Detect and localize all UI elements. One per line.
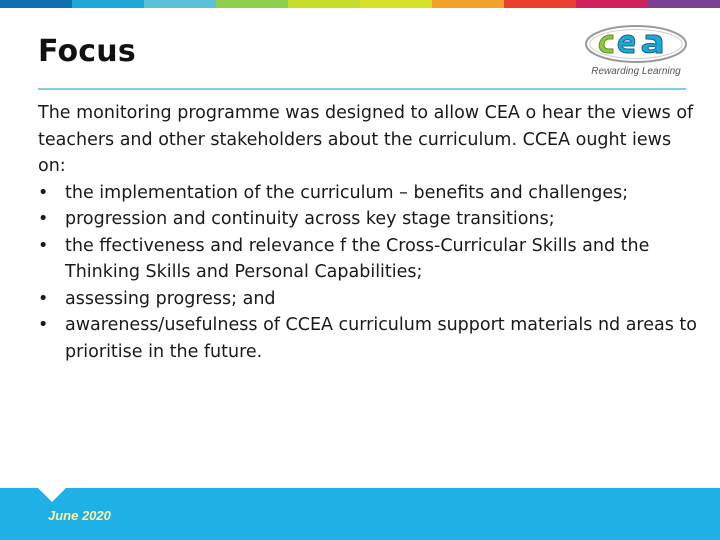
- color-segment: [432, 0, 504, 8]
- slide-body: [38, 100, 698, 365]
- list-item-text: assessing progress; and: [65, 288, 276, 309]
- bullet-icon: •: [38, 182, 49, 203]
- color-segment: [504, 0, 576, 8]
- logo-tagline: Rewarding Learning: [591, 66, 681, 77]
- cea-logo: [584, 24, 688, 80]
- list-item: [38, 286, 698, 313]
- bullet-icon: •: [38, 288, 49, 309]
- color-segment: [576, 0, 648, 8]
- focus-list: [38, 180, 698, 366]
- list-item-text: the ffectiveness and relevance f the Cross-Curricular Skills and the Thinking Skills and Personal Capabilities;: [65, 235, 650, 282]
- title-divider: [38, 88, 686, 90]
- color-segment: [288, 0, 360, 8]
- footer-date: June 2020: [48, 508, 111, 523]
- color-segment: [216, 0, 288, 8]
- slide-title: Focus: [38, 34, 136, 69]
- color-segment: [360, 0, 432, 8]
- bullet-icon: •: [38, 235, 49, 256]
- top-color-bar: [0, 0, 720, 8]
- list-item: [38, 312, 698, 365]
- color-segment: [144, 0, 216, 8]
- list-item: [38, 206, 698, 233]
- list-item-text: the implementation of the curriculum – benefits and challenges;: [65, 182, 629, 203]
- list-item: [38, 233, 698, 286]
- color-segment: [648, 0, 720, 8]
- bullet-icon: •: [38, 209, 49, 229]
- intro-paragraph: The monitoring programme was designed to allow CEA o hear the views of teachers and other stakeholders about the curriculum. CCEA ought iews on:: [38, 103, 694, 176]
- bullet-icon: •: [38, 315, 49, 335]
- list-item: [38, 180, 698, 207]
- list-item-text: progression and continuity across key stage transitions;: [65, 209, 555, 229]
- list-item-text: awareness/usefulness of CCEA curriculum support materials nd areas to prioritise in the future.: [65, 315, 697, 362]
- color-segment: [0, 0, 72, 8]
- cea-logo-mark: [584, 24, 688, 66]
- color-segment: [72, 0, 144, 8]
